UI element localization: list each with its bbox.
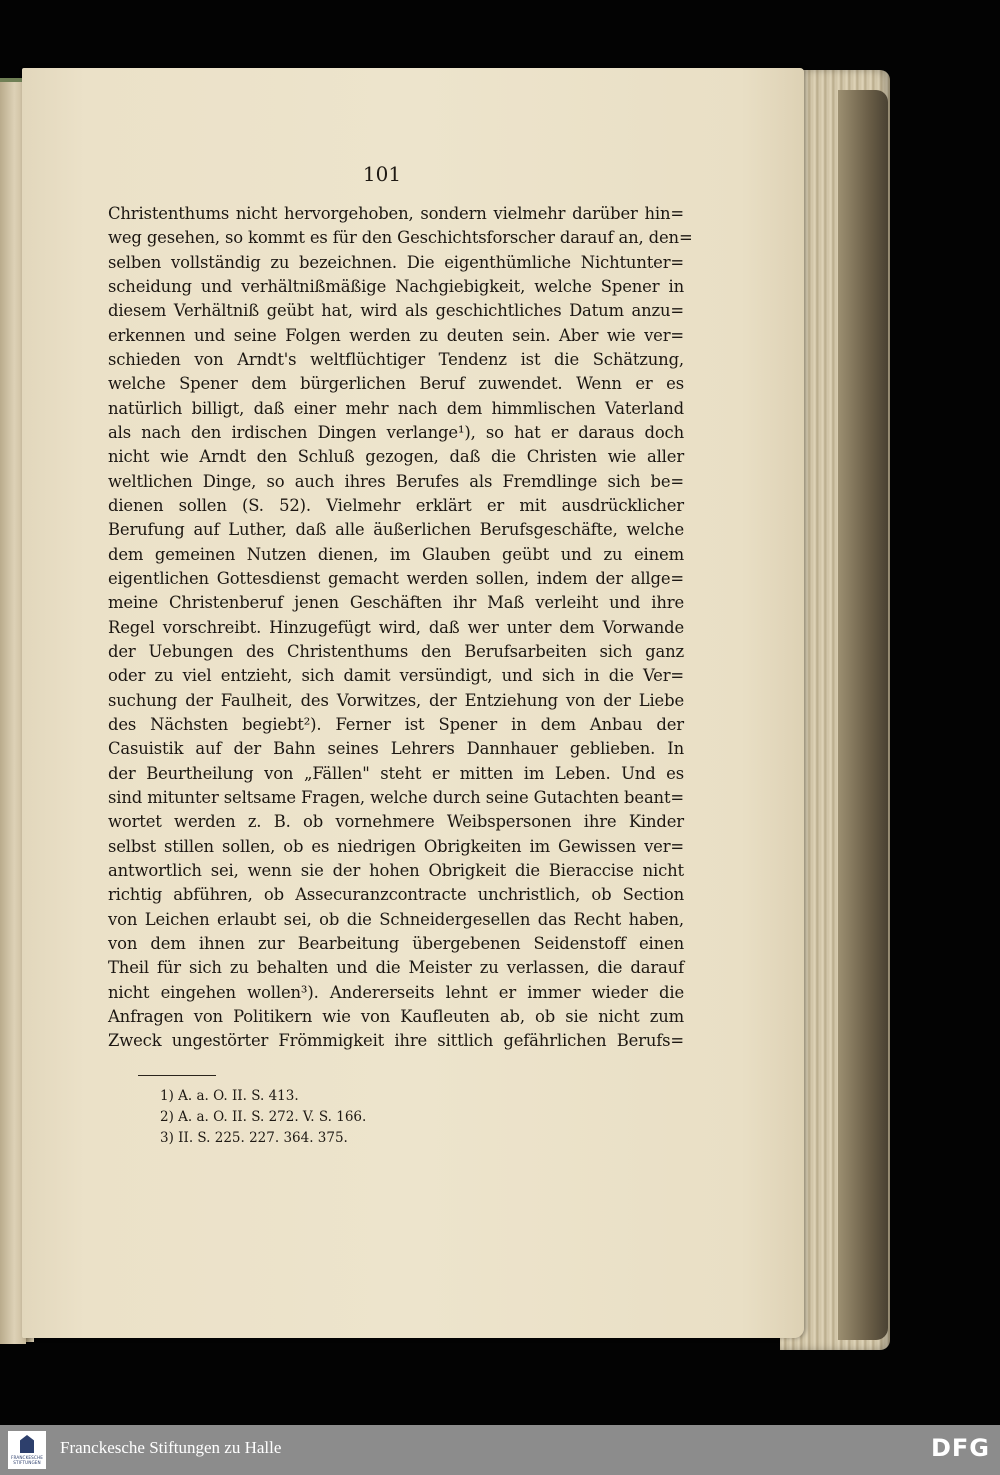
text-line: von Leichen erlaubt sei, ob die Schneidergesellen das Recht haben, <box>108 909 684 929</box>
text-line: sind mitunter seltsame Fragen, welche durch seine Gutachten beant= <box>108 787 684 807</box>
text-line: richtig abführen, ob Assecuranzcontracte unchristlich, ob Section <box>108 885 684 905</box>
text-line: selbst stillen sollen, ob es niedrigen Obrigkeiten im Gewissen ver= <box>108 836 684 856</box>
text-line: selben vollständig zu bezeichnen. Die eigenthümliche Nichtunter= <box>108 252 684 272</box>
text-line: Zweck ungestörter Frömmigkeit ihre sittlich gefährlichen Berufs= <box>108 1031 684 1051</box>
text-line: weltlichen Dinge, so auch ihres Berufes als Fremdlinge sich be= <box>108 471 684 491</box>
text-line: der Uebungen des Christenthums den Berufsarbeiten sich ganz <box>108 641 684 661</box>
footnotes <box>160 1086 366 1149</box>
text-line: oder zu viel entzieht, sich damit versündigt, und sich in die Ver= <box>108 666 684 686</box>
text-line: der Beurtheilung von „Fällen" steht er mitten im Leben. Und es <box>108 763 684 783</box>
text-line: Casuistik auf der Bahn seines Lehrers Dannhauer geblieben. In <box>108 739 684 759</box>
institution-name[interactable]: Franckesche Stiftungen zu Halle <box>60 1438 282 1457</box>
footnote-rule <box>138 1075 216 1076</box>
text-line: Berufung auf Luther, daß alle äußerlichen Berufsgeschäfte, welche <box>108 520 684 540</box>
text-line: Regel vorschreibt. Hinzugefügt wird, daß wer unter dem Vorwande <box>108 617 684 637</box>
text-line: dienen sollen (S. 52). Vielmehr erklärt er mit ausdrücklicher <box>108 495 684 515</box>
body-text <box>108 202 693 1053</box>
building-icon <box>20 1435 34 1453</box>
text-line: nicht wie Arndt den Schluß gezogen, daß die Christen wie aller <box>108 447 684 467</box>
text-line: Anfragen von Politikern wie von Kaufleuten ab, ob sie nicht zum <box>108 1006 684 1026</box>
text-line: welche Spener dem bürgerlichen Beruf zuwendet. Wenn er es <box>108 374 684 394</box>
footnote-item: 2) A. a. O. II. S. 272. V. S. 166. <box>160 1109 367 1125</box>
text-line: nicht eingehen wollen³). Andererseits lehnt er immer wieder die <box>108 982 684 1002</box>
text-line: Theil für sich zu behalten und die Meister zu verlassen, die darauf <box>108 958 684 978</box>
text-line: meine Christenberuf jenen Geschäften ihr Maß verleiht und ihre <box>108 593 684 613</box>
book-cover-edge <box>838 90 888 1340</box>
text-line: scheidung und verhältnißmäßige Nachgiebigkeit, welche Spener in <box>108 276 684 296</box>
text-line: von dem ihnen zur Bearbeitung übergebenen Seidenstoff einen <box>108 933 684 953</box>
text-line: weg gesehen, so kommt es für den Geschichtsforscher darauf an, den= <box>108 228 693 248</box>
text-line: suchung der Faulheit, des Vorwitzes, der Entziehung von der Liebe <box>108 690 684 710</box>
text-line: als nach den irdischen Dingen verlange¹), so hat er daraus doch <box>108 422 684 442</box>
text-line: erkennen und seine Folgen werden zu deuten sein. Aber wie ver= <box>108 325 684 345</box>
book-page <box>22 68 804 1338</box>
footer-bar <box>0 1425 1000 1475</box>
dfg-logo[interactable]: DFG <box>930 1434 990 1462</box>
footnote-item: 1) A. a. O. II. S. 413. <box>160 1088 299 1104</box>
text-line: antwortlich sei, wenn sie der hohen Obrigkeit die Bieraccise nicht <box>108 860 684 880</box>
text-line: natürlich billigt, daß einer mehr nach dem himmlischen Vaterland <box>108 398 684 418</box>
text-line: schieden von Arndt's weltflüchtiger Tendenz ist die Schätzung, <box>108 349 684 369</box>
text-line: dem gemeinen Nutzen dienen, im Glauben geübt und zu einem <box>108 544 684 564</box>
text-line: diesem Verhältniß geübt hat, wird als geschichtliches Datum anzu= <box>108 301 684 321</box>
text-line: Christenthums nicht hervorgehoben, sondern vielmehr darüber hin= <box>108 204 684 223</box>
logo-text: FRANCKESCHE STIFTUNGEN <box>11 1455 43 1465</box>
text-line: wortet werden z. B. ob vornehmere Weibspersonen ihre Kinder <box>108 812 684 832</box>
page-number: 101 <box>362 162 402 186</box>
text-line: des Nächsten begiebt²). Ferner ist Spener in dem Anbau der <box>108 714 684 734</box>
text-line: eigentlichen Gottesdienst gemacht werden sollen, indem der allge= <box>108 568 684 588</box>
footnote-item: 3) II. S. 225. 227. 364. 375. <box>160 1130 348 1146</box>
franckesche-logo[interactable] <box>8 1431 46 1469</box>
